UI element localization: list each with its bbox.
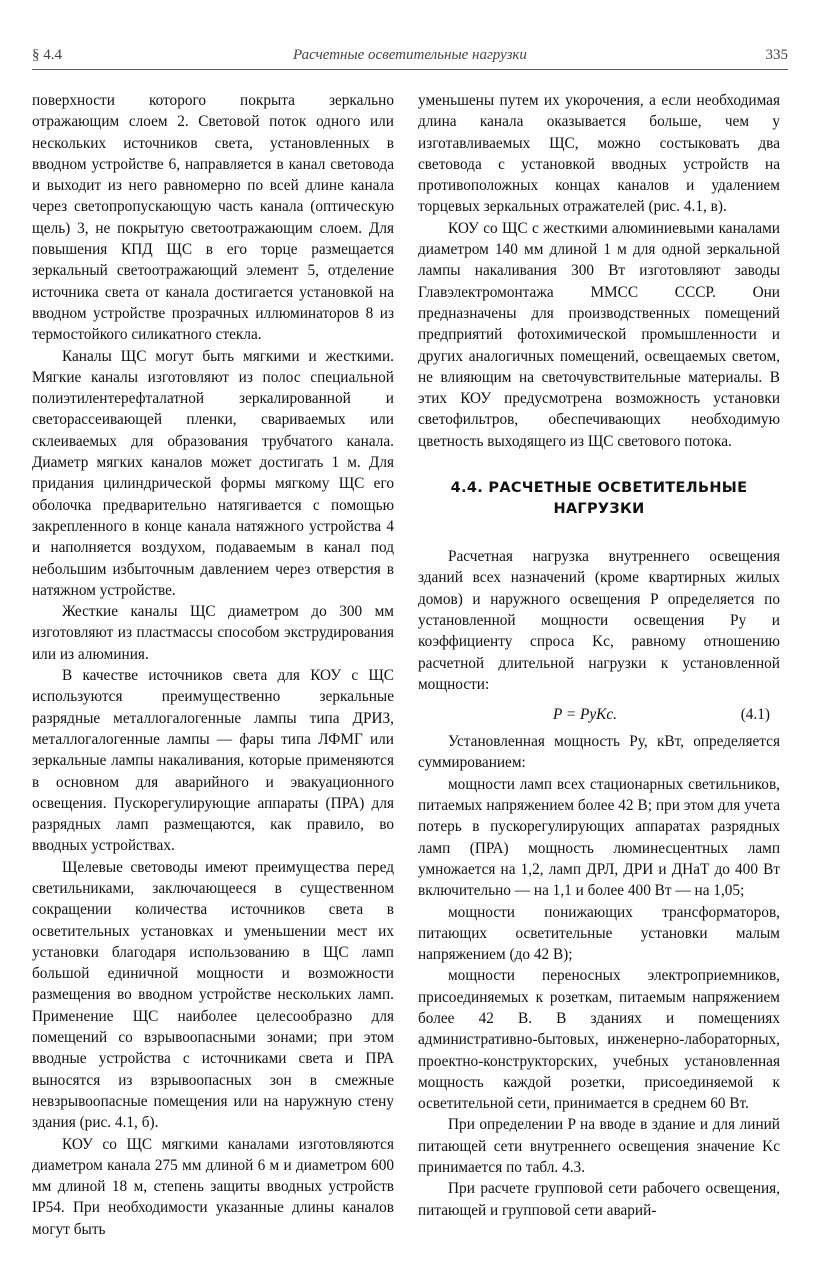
running-title: Расчетные осветительные нагрузки [293,47,527,63]
list-item: мощности переносных электроприемников, присоединяемых к розеткам, питаемым напряжением более 42 В. В зданиях и помещениях административно-бытовых, инженерно-лабораторных, проектно-конструкторских, учебных установленная мощность каждой розетки, присоединяемой к осветительной сети, принимается в среднем 60 Вт. [418,967,780,1113]
left-column [32,90,394,1240]
paragraph: Установленная мощность Pу, кВт, определяется суммированием: [418,733,780,772]
paragraph: КОУ со ЩС мягкими каналами изготовляются диаметром канала 275 мм длиной 6 м и диаметром 600 мм длиной 18 м, степень защиты вводных устройств IP54. При необходимости указанные длины каналов могут быть [32,1135,394,1238]
formula-number: (4.1) [740,706,770,724]
formula [418,699,780,729]
paragraph: уменьшены путем их укорочения, а если необходимая длина канала оказывается больше, чем у изготавливаемых ЩС, можно состыковать два световода с установкой вводных устройств на противоположных концах каналов и удалением торцевых зеркальных отражателей (рис. 4.1, в). [418,92,780,216]
paragraph: Каналы ЩС могут быть мягкими и жесткими. Мягкие каналы изготовляют из полос специальной полиэтилентерефталатной зеркалированной и светорассеивающей пленки, свариваемых или склеиваемых для образования трубчатого канала. Диаметр мягких каналов может достигать 1 м. Для придания цилиндрической формы мягкому ЩС его оболочка предварительно натягивается с помощью закрепленного в конце канала натяжного устройства 4 и наполняется воздухом, подаваемым в канал под небольшим избыточным давлением через отверстия в натяжном устройстве. [32,347,394,599]
page-number: 335 [765,47,788,63]
section-heading: 4.4. РАСЧЕТНЫЕ ОСВЕТИТЕЛЬНЫЕ НАГРУЗКИ [450,480,748,518]
paragraph: Щелевые световоды имеют преимущества перед светильниками, заключающееся в существенном сокращении количества источников света в осветительных установках и уменьшении мест их установки благодаря использованию в ЩС ламп большой единичной мощности и возможности размещения во вводном устройстве нескольких ламп. Применение ЩС наиболее целесообразно для помещений со взрывоопасными зонами; при этом вводные устройства с источниками света и ПРА выносятся из взрывоопасных зон в смежные невзрывоопасные помещения или на наружную стену здания (рис. 4.1, б). [32,858,394,1132]
right-column [418,90,780,1221]
paragraph: Жесткие каналы ЩС диаметром до 300 мм изготовляют из пластмассы способом экструдирования или из алюминия. [32,603,394,663]
list-item: мощности понижающих трансформаторов, питающих осветительные установки малым напряжением (до 42 В); [418,903,780,964]
paragraph: При определении P на вводе в здание и для линий питающей сети внутреннего освещения значение Kс принимается по табл. 4.3. [418,1116,780,1177]
formula-expression: P = PуKс. [553,706,617,724]
paragraph: При расчете групповой сети рабочего освещения, питающей и групповой сети аварий- [418,1180,780,1219]
header-rule [32,69,788,70]
paragraph: Расчетная нагрузка внутреннего освещения зданий всех назначений (кроме квартирных жилых домов) и наружного освещения P определяется по установленной мощности освещения Pу и коэффициенту спроса Kс, равному отношению расчетной длительной нагрузки к установленной мощности: [418,548,780,693]
paragraph: КОУ со ЩС с жесткими алюминиевыми каналами диаметром 140 мм длиной 1 м для одной зеркальной лампы накаливания 300 Вт изготовляют заводы Главэлектромонтажа ММСС СССР. Они предназначены для производственных помещений предприятий фотохимической промышленности и других аналогичных помещений, освещаемых светом, не влияющим на светочувствительные материалы. В этих КОУ предусмотрена возможность установки светофильтров, обеспечивающих необходимую цветность выходящего из ЩС светового потока. [418,219,780,450]
list-item: мощности ламп всех стационарных светильников, питаемых напряжением более 42 В; при этом для учета потерь в пускорегулирующих аппаратах разрядных ламп (ПРА) мощность люминесцентных ламп умножается на 1,2, ламп ДРЛ, ДРИ и ДНаТ до 400 Вт включительно — на 1,1 и более 400 Вт — на 1,05; [418,775,780,900]
paragraph: поверхности которого покрыта зеркально отражающим слоем 2. Световой поток одного или нескольких источников света, установленных в вводном устройстве 6, направляется в канал световода и выходит из него равномерно по всей длине канала через светопропускающую часть канала (оптическую щель) 3, не покрытую светоотражающим слоем. Для повышения КПД ЩС в его торце размещается зеркальный светоотражающий элемент 5, отделение источника света от канала достигается установкой на вводном устройстве прозрачных иллюминаторов 8 из термостойкого силикатного стекла. [32,92,394,344]
section-number: § 4.4 [32,47,62,63]
paragraph: В качестве источников света для КОУ с ЩС используются преимущественно зеркальные разрядные металлогалогенные лампы типа ДРИЗ, металлогалогенные лампы — фары типа ЛФМГ или зеркальные лампы накаливания, которые применяются в основном для аварийного и эвакуационного освещения. Пускорегулирующие аппараты (ПРА) для разрядных ламп размещаются, как правило, во вводных устройствах. [32,667,394,855]
running-header [32,44,788,68]
